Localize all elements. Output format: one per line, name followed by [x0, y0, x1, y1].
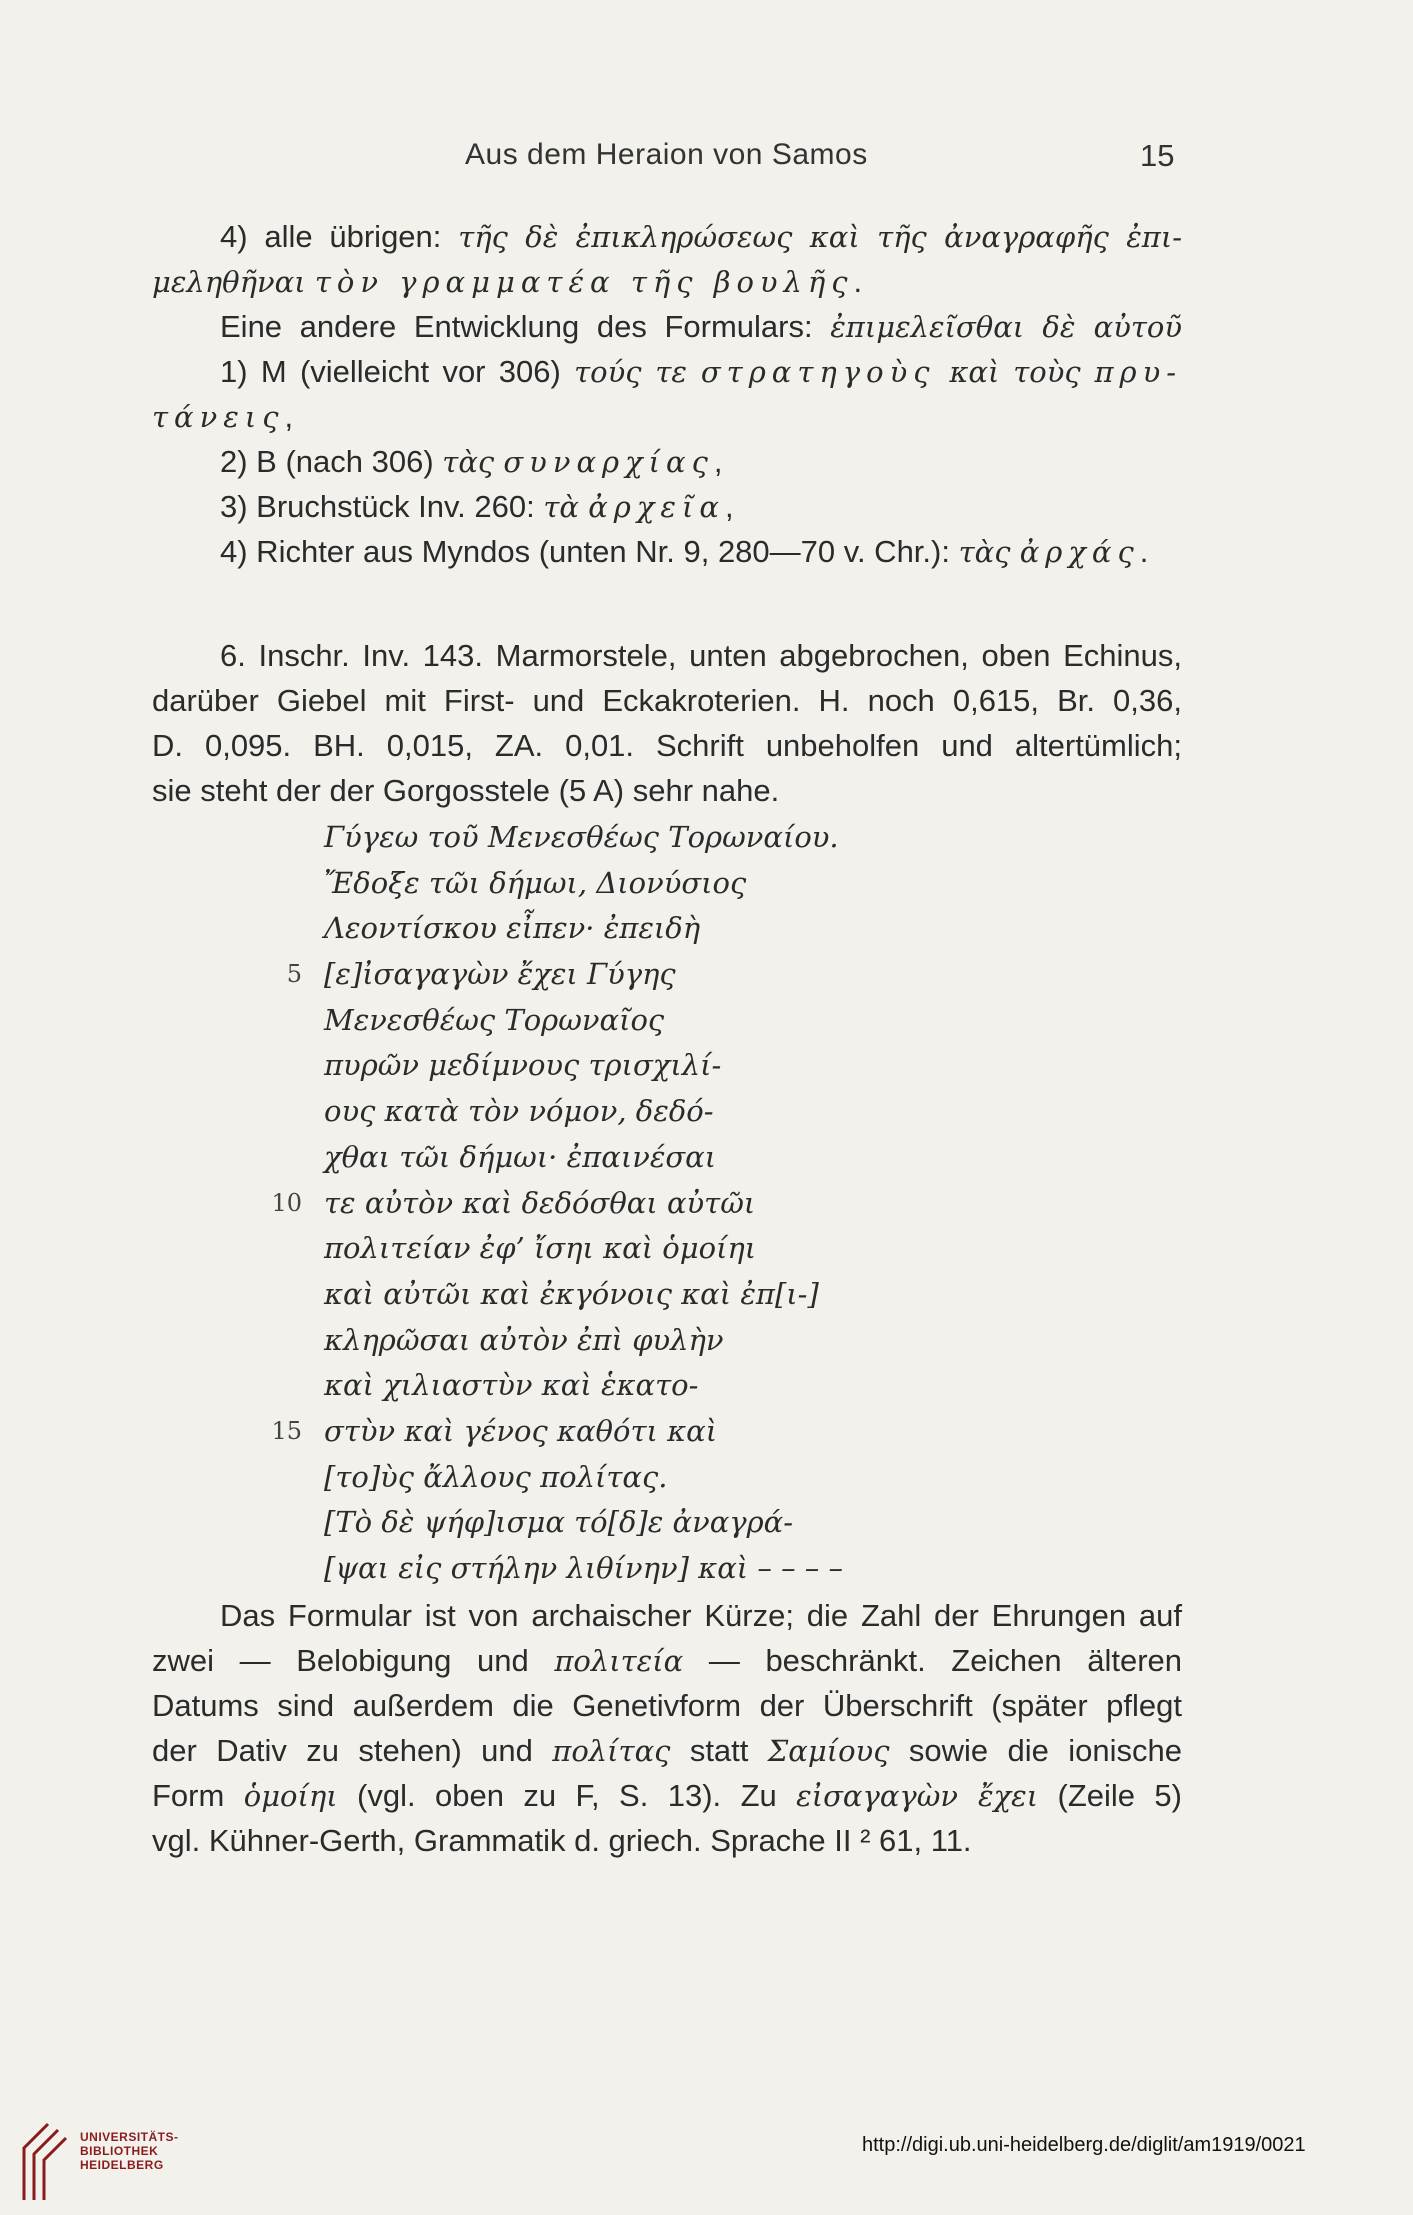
- text-line: [152, 1683, 1182, 1728]
- text-line: [152, 439, 1182, 484]
- greek-text: τῆς δὲ ἐπικληρώσεως καὶ τῆς ἀναγραφῆς ἐπι-: [458, 220, 1182, 254]
- inscription-text: κληρῶσαι αὐτὸν ἐπὶ φυλὴν: [324, 1322, 724, 1357]
- text-line: [152, 394, 1182, 439]
- text-run: ,: [284, 399, 294, 434]
- text-run: sowie die ionische: [889, 1733, 1182, 1768]
- greek-text: τούς τε: [574, 355, 701, 389]
- library-name-line: UNIVERSITÄTS-: [80, 2130, 179, 2144]
- inscription-text: ους κατὰ τὸν νόμον, δεδό-: [324, 1094, 714, 1129]
- inscription-line: [152, 1546, 1182, 1592]
- library-logo-icon: [14, 2120, 70, 2202]
- inscription-text: Ἔδοξε τῶι δήμωι, Διονύσιος: [324, 865, 747, 900]
- inscription-line: [152, 1135, 1182, 1181]
- inscription-text: [ε]ἰσαγαγὼν ἔχει Γύγης: [324, 957, 676, 992]
- text-line: sie steht der der Gorgosstele (5 A) sehr nahe.: [152, 773, 780, 808]
- text-line: 6. Inschr. Inv. 143. Marmorstele, unten abgebrochen, oben Echinus,: [220, 638, 1182, 673]
- greek-text: ἀρχάς: [1019, 535, 1140, 569]
- greek-text: Σαμίους: [767, 1734, 890, 1768]
- inscription-line: [152, 998, 1182, 1044]
- greek-text: τὸν γραμματέα τῆς βουλῆς: [314, 265, 854, 299]
- inscription-text: χθαι τῶι δήμωι· ἐπαινέσαι: [324, 1139, 717, 1174]
- text-line: [152, 349, 1182, 394]
- inscription-block: [152, 815, 1182, 1592]
- inscription-line: [152, 952, 1182, 998]
- running-title: Aus dem Heraion von Samos: [465, 138, 868, 171]
- text-run: — beschränkt. Zeichen älteren: [683, 1643, 1183, 1678]
- text-run: statt: [670, 1733, 768, 1768]
- greek-text: πολιτεία: [554, 1644, 684, 1678]
- text-run: zwei — Belobigung und: [152, 1643, 555, 1678]
- inscription-line: [152, 1318, 1182, 1364]
- greek-text: μεληθῆναι: [152, 265, 315, 299]
- library-name-line: BIBLIOTHEK: [80, 2144, 159, 2158]
- line-number: 10: [271, 1188, 302, 1217]
- section-6-description: [152, 633, 1182, 813]
- inscription-line: [152, 1043, 1182, 1089]
- inscription-line: [152, 1363, 1182, 1409]
- text-run: ,: [724, 489, 734, 524]
- text-run: der Dativ zu stehen) und: [152, 1733, 553, 1768]
- inscription-heading: Γύγεω τοῦ Μενεσθέως Τορωναίου.: [324, 820, 839, 854]
- greek-text: συναρχίας: [503, 445, 714, 479]
- inscription-text: καὶ χιλιαστὺν καὶ ἑκατο-: [324, 1368, 699, 1403]
- inscription-text: πυρῶν μεδίμνους τρισχιλί-: [324, 1048, 722, 1083]
- greek-text: πρυ-: [1094, 355, 1183, 389]
- greek-text: εἰσαγαγὼν ἔχει: [796, 1779, 1039, 1813]
- intro-paragraph: [152, 214, 1182, 574]
- inscription-line: [152, 1500, 1182, 1546]
- greek-text: ἀρχεῖα: [588, 490, 725, 524]
- text-line: [152, 259, 1182, 304]
- text-line: [152, 1818, 1182, 1863]
- text-run: (Zeile 5): [1038, 1778, 1182, 1813]
- text-run: (vgl. oben zu F, S. 13). Zu: [337, 1778, 797, 1813]
- text-line: [152, 304, 1182, 349]
- inscription-text: Λεοντίσκου εἶπεν· ἐπειδὴ: [324, 911, 701, 946]
- text-line: [152, 1728, 1182, 1773]
- text-line: [152, 214, 1182, 259]
- text-run: 3) Bruchstück Inv. 260:: [220, 489, 544, 524]
- text-run: .: [1139, 534, 1149, 569]
- inscription-text: Μενεσθέως Τορωναῖος: [324, 1002, 665, 1037]
- text-run: Eine andere Entwicklung des Formulars:: [220, 309, 831, 344]
- inscription-line: [152, 1272, 1182, 1318]
- text-line: [152, 529, 1182, 574]
- inscription-text: καὶ αὐτῶι καὶ ἐκγόνοις καὶ ἐπ[ι-]: [324, 1276, 819, 1311]
- greek-text: τὰς: [958, 535, 1020, 569]
- text-line: [152, 1773, 1182, 1818]
- text-run: 4) alle übrigen:: [220, 219, 459, 254]
- inscription-text: τε αὐτὸν καὶ δεδόσθαι αὐτῶι: [324, 1185, 756, 1220]
- text-run: vgl. Kühner-Gerth, Grammatik d. griech. Sprache II ² 61, 11.: [152, 1823, 972, 1858]
- inscription-line: [152, 906, 1182, 952]
- page-number: 15: [1140, 138, 1175, 173]
- text-line: [152, 484, 1182, 529]
- inscription-text: [Τὸ δὲ ψήφ]ισμα τό[δ]ε ἀναγρά-: [324, 1505, 794, 1540]
- closing-paragraph: [152, 1593, 1182, 1863]
- inscription-line: [152, 861, 1182, 907]
- line-number: 15: [271, 1416, 302, 1445]
- text-run: ,: [713, 444, 723, 479]
- inscription-text: στὺν καὶ γένος καθότι καὶ: [324, 1413, 718, 1448]
- text-run: 1) M (vielleicht vor 306): [220, 354, 575, 389]
- greek-text: τὰ: [543, 490, 589, 524]
- text-line: darüber Giebel mit First- und Eckakroterien. H. noch 0,615, Br. 0,36,: [152, 683, 1182, 718]
- line-number: 5: [286, 960, 302, 989]
- text-line: D. 0,095. BH. 0,015, ZA. 0,01. Schrift unbeholfen und altertümlich;: [152, 728, 1182, 763]
- text-run: Datums sind außerdem die Genetivform der Überschrift (später pflegt: [152, 1688, 1182, 1723]
- text-run: .: [853, 264, 863, 299]
- library-name-line: HEIDELBERG: [80, 2158, 164, 2172]
- text-run: Form: [152, 1778, 244, 1813]
- inscription-line: [152, 1181, 1182, 1227]
- inscription-heading-line: [152, 815, 1182, 861]
- text-line: [152, 1638, 1182, 1683]
- greek-text: καὶ τοὺς: [935, 355, 1095, 389]
- source-url-link[interactable]: http://digi.ub.uni-heidelberg.de/diglit/am1919/0021: [862, 2134, 1306, 2156]
- text-run: 4) Richter aus Myndos (unten Nr. 9, 280—70 v. Chr.):: [220, 534, 959, 569]
- inscription-line: [152, 1226, 1182, 1272]
- text-run: 2) B (nach 306): [220, 444, 443, 479]
- greek-text: ὁμοίηι: [243, 1779, 338, 1813]
- greek-text: στρατηγοὺς: [700, 355, 936, 389]
- inscription-text: [το]ὺς ἄλλους πολίτας.: [324, 1459, 668, 1494]
- text-line: [152, 1593, 1182, 1638]
- inscription-line: [152, 1455, 1182, 1501]
- page-footer: [0, 2100, 1413, 2215]
- running-head: [0, 138, 1413, 178]
- text-run: Das Formular ist von archaischer Kürze; die Zahl der Ehrungen auf: [220, 1598, 1182, 1633]
- inscription-text: πολιτείαν ἐφ’ ἴσηι καὶ ὁμοίηι: [324, 1231, 757, 1266]
- library-name: [80, 2130, 179, 2172]
- inscription-line: [152, 1409, 1182, 1455]
- greek-text: τάνεις: [152, 400, 285, 434]
- greek-text: ἐπιμελεῖσθαι δὲ αὐτοῦ: [830, 310, 1182, 344]
- greek-text: πολίτας: [552, 1734, 671, 1768]
- inscription-text: [ψαι εἰς στήλην λιθίνην] καὶ – – – –: [324, 1551, 844, 1585]
- greek-text: τὰς: [442, 445, 504, 479]
- inscription-lines: [152, 861, 1182, 1592]
- inscription-line: [152, 1089, 1182, 1135]
